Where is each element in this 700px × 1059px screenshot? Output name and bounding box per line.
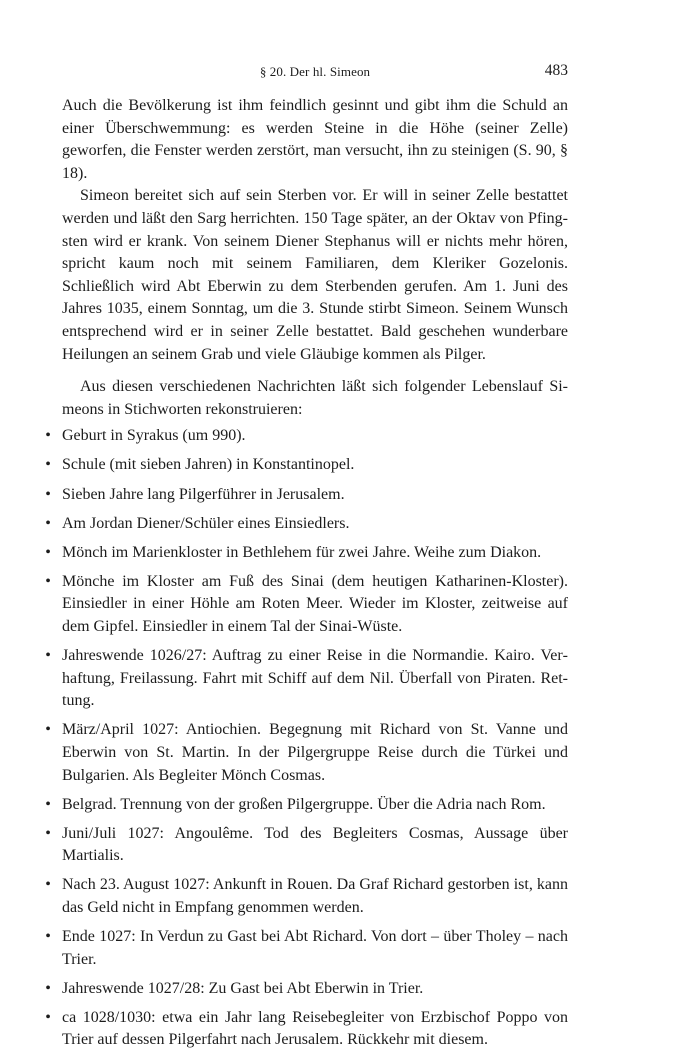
page-number: 483	[544, 62, 568, 79]
paragraph-death-of-simeon: Simeon bereitet sich auf sein Sterben vor. Er will in seiner Zelle bestattet werden und läßt den Sarg herrichten. 150 Tage später, an der Oktav von Pfingsten wird er krank. Von seinem Diener Stephanus will er nichts mehr hören, spricht kaum noch mit seinem Familiaren, dem Kleriker Gozelonis. Schließlich wird Abt Eberwin zu dem Sterbenden gerufen. Am 1. Juni des Jahres 1035, einem Sonntag, um die 3. Stunde stirbt Simeon. Seinem Wunsch entsprechend wird er in seiner Zelle bestattet. Bald geschehen wunderbare Heilungen an seinem Grab und viele Gläubige kommen als Pilger.	[62, 187, 568, 363]
list-item	[44, 719, 568, 787]
list-item-text: ca 1028/1030: etwa ein Jahr lang Reisebegleiter von Erzbischof Poppo von Trier auf dessen Pilgerfahrt nach Jerusalem. Rückkehr mit diesem.	[62, 1008, 568, 1049]
list-item	[44, 513, 568, 536]
list-item-text: Nach 23. August 1027: Ankunft in Rouen. Da Graf Richard gestorben ist, kann das Geld nicht in Empfang genommen werden.	[62, 876, 568, 916]
list-item-text: Jahreswende 1027/28: Zu Gast bei Abt Eberwin in Trier.	[62, 979, 424, 997]
list-item-text: Am Jordan Diener/Schüler eines Einsiedlers.	[62, 514, 350, 532]
body-text	[45, 95, 568, 1052]
list-item-text: Juni/Juli 1027: Angoulême. Tod des Begleiters Cosmas, Aussage über Martialis.	[62, 824, 568, 865]
book-page	[45, 58, 568, 1059]
bullet-icon: •	[45, 514, 51, 532]
list-item	[44, 425, 568, 448]
list-item-text: Belgrad. Trennung von der großen Pilgergruppe. Über die Adria nach Rom.	[62, 795, 546, 813]
bullet-icon: •	[45, 721, 51, 739]
bullet-icon: •	[45, 572, 51, 590]
paragraph-timeline-intro: Aus diesen verschiedenen Nachrichten läßt sich folgender Lebenslauf Simeons in Stichworten rekonstruieren:	[62, 378, 568, 418]
chapter-title: § 20. Der hl. Simeon	[259, 64, 371, 79]
bullet-icon: •	[45, 979, 51, 997]
list-item-text: Ende 1027: In Verdun zu Gast bei Abt Richard. Von dort – über Tholey – nach Trier.	[62, 928, 568, 968]
list-item	[44, 571, 568, 639]
list-item-text: Geburt in Syrakus (um 990).	[62, 427, 246, 445]
list-item-text: Jahreswende 1026/27: Auftrag zu einer Reise in die Normandie. Kairo. Verhaftung, Freilassung. Fahrt mit Schiff auf dem Nil. Überfall von Piraten. Rettung.	[62, 647, 568, 710]
list-item	[44, 926, 568, 971]
bullet-icon: •	[45, 876, 51, 894]
list-item-text: Sieben Jahre lang Pilgerführer in Jerusalem.	[62, 485, 345, 503]
paragraph-population-hostility: Auch die Bevölkerung ist ihm feindlich gesinnt und gibt ihm die Schuld an einer Überschwemmung: es werden Steine in die Höhe (seiner Zelle) geworfen, die Fenster werden zerstört, man versucht, ihn zu steinigen (S. 90, § 18).	[62, 97, 568, 182]
list-item	[44, 874, 568, 919]
bullet-icon: •	[45, 928, 51, 946]
bullet-icon: •	[45, 427, 51, 445]
running-head	[62, 58, 568, 82]
list-item	[44, 978, 568, 1001]
list-item	[44, 794, 568, 817]
bullet-icon: •	[45, 543, 51, 561]
list-item-text: März/April 1027: Antiochien. Begegnung mit Richard von St. Vanne und Eberwin von St. Martin. In der Pilgergruppe Reise durch die Türkei und Bulgarien. Als Begleiter Mönch Cosmas.	[62, 721, 568, 784]
bullet-icon: •	[45, 647, 51, 665]
list-item	[44, 1007, 568, 1052]
list-item	[44, 454, 568, 477]
timeline-list	[45, 425, 568, 1052]
list-item-text: Mönch im Marienkloster in Bethlehem für zwei Jahre. Weihe zum Diakon.	[62, 543, 542, 561]
bullet-icon: •	[45, 824, 51, 842]
bullet-icon: •	[45, 1008, 51, 1026]
list-item-text: Schule (mit sieben Jahren) in Konstantinopel.	[62, 456, 355, 474]
list-item-text: Mönche im Kloster am Fuß des Sinai (dem heutigen Katharinen-Kloster). Einsiedler in einer Höhle am Roten Meer. Wieder im Kloster, zeitweise auf dem Gipfel. Einsiedler in einem Tal der Sinai-Wüste.	[62, 572, 568, 635]
bullet-icon: •	[45, 485, 51, 503]
list-item	[44, 823, 568, 868]
list-item	[44, 484, 568, 507]
bullet-icon: •	[45, 795, 51, 813]
list-item	[44, 645, 568, 713]
list-item	[44, 542, 568, 565]
bullet-icon: •	[45, 456, 51, 474]
